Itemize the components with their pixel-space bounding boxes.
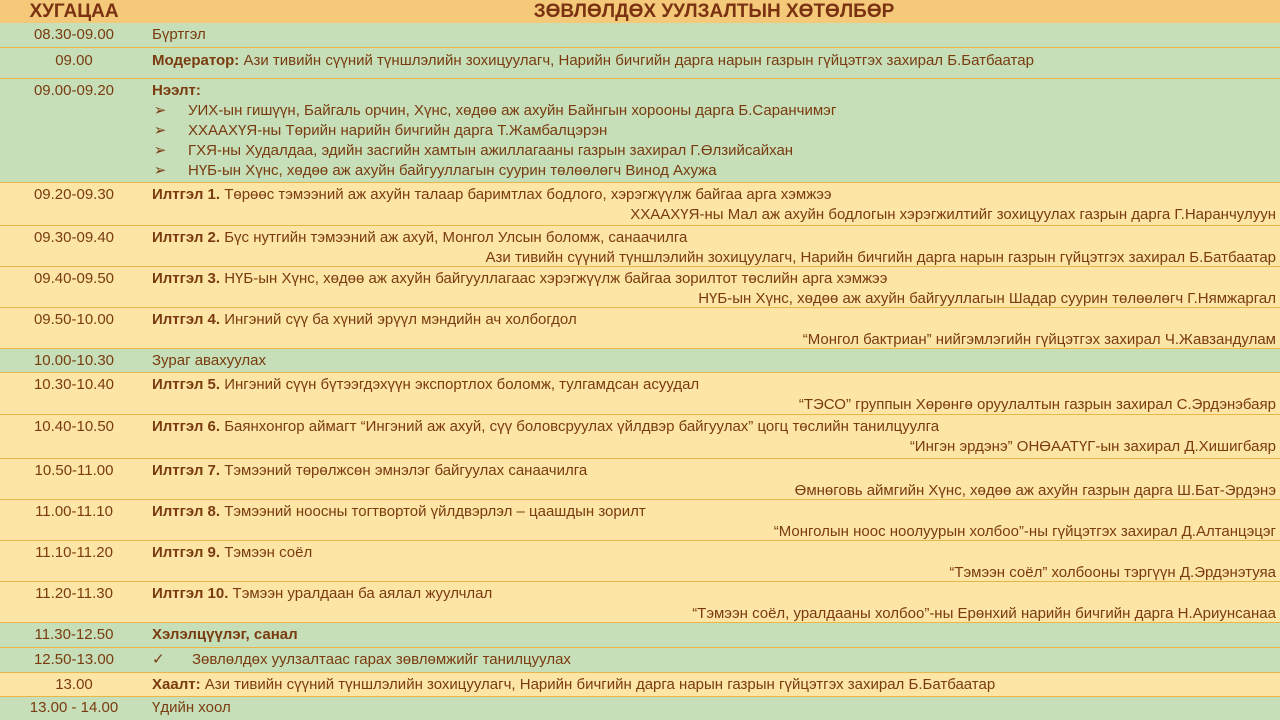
- table-row: [0, 79, 1280, 183]
- row-description: Үдийн хоол: [152, 699, 231, 716]
- row-description: Илтгэл 7. Тэмээний төрөлжсөн эмнэлэг байгуулах санаачилга Өмнөговь аймгийн Хүнс, хөдөө аж ахуйн газрын дарга Ш.Бат-Эрдэнэ: [152, 462, 1276, 499]
- row-description: Илтгэл 4. Ингэний сүү ба хүний эрүүл мэндийн ач холбогдол “Монгол бактриан” нийгэмлэгийн гүйцэтгэх захирал Ч.Жавзандулам: [152, 311, 1276, 348]
- agenda-title: ЗӨВЛӨЛДӨХ УУЛЗАЛТЫН ХӨТӨЛБӨР: [533, 1, 895, 22]
- bullet-arrow-icon: ➢: [153, 102, 167, 119]
- table-row: [0, 183, 1280, 226]
- table-row: [0, 308, 1280, 349]
- speaker: НҮБ-ын Хүнс, хөдөө аж ахуйн байгууллагын Шадар суурин төлөөлөгч Г.Нямжаргал: [698, 290, 1276, 307]
- list-item: ➢ НҮБ-ын Хүнс, хөдөө аж ахуйн байгууллагын суурин төлөөлөгч Винод Ахужа: [153, 162, 717, 179]
- table-row: [0, 582, 1280, 623]
- row-time: 10.40-10.50: [33, 418, 115, 435]
- check-icon: ✓: [152, 651, 165, 668]
- row-description: ✓ Зөвлөлдөх уулзалтаас гарах зөвлөмжийг танилцуулах: [152, 651, 571, 668]
- list-item: ➢ ХХААХҮЯ-ны Төрийн нарийн бичгийн дарга Т.Жамбалцэрэн: [153, 122, 608, 139]
- row-time: 12.50-13.00: [33, 651, 115, 668]
- row-description: Зураг авахуулах: [152, 352, 266, 369]
- row-time: 09.40-09.50: [33, 270, 115, 287]
- row-time: 13.00: [55, 676, 93, 693]
- table-row: [0, 23, 1280, 48]
- row-description: Бүртгэл: [152, 26, 206, 43]
- row-time: 11.00-11.10: [35, 503, 113, 520]
- row-description: Нээлт: ➢ УИХ-ын гишүүн, Байгаль орчин, Хүнс, хөдөө аж ахуйн Байнгын хорооны дарга Б.Саранчимэг ➢ ХХААХҮЯ-ны Төрийн нарийн бичгийн дарга Т.Жамбалцэрэн ➢ ГХЯ-ны Худалдаа, эдийн засгийн хамтын ажиллагааны газрын захирал Г.Өлзийсайхан ➢ НҮБ-ын Хүнс, хөдөө аж ахуйн байгууллагын суурин төлөөлөгч Винод Ахужа: [152, 81, 1276, 181]
- speaker: “Монгол бактриан” нийгэмлэгийн гүйцэтгэх захирал Ч.Жавзандулам: [802, 331, 1276, 348]
- opening-speakers-list: [152, 101, 1276, 181]
- table-row: [0, 500, 1280, 541]
- row-time: 13.00 - 14.00: [29, 699, 119, 716]
- row-description: Илтгэл 1. Төрөөс тэмээний аж ахуйн талаар баримтлах бодлого, хэрэгжүүлж байгаа арга хэмжээ ХХААХҮЯ-ны Мал аж ахуйн бодлогын хэрэгжилтийг зохицуулах газрын дарга Г.Наранчулуун: [152, 186, 1276, 223]
- table-row: [0, 673, 1280, 697]
- table-row: [0, 48, 1280, 79]
- row-time: 08.30-09.00: [33, 26, 115, 43]
- table-row: [0, 623, 1280, 648]
- row-description: Илтгэл 5. Ингэний сүүн бүтээгдэхүүн экспортлох боломж, тулгамдсан асуудал “ТЭСО” группын Хөрөнгө оруулалтын газрын захирал С.Эрдэнэбаяр: [152, 376, 1276, 413]
- speaker: “ТЭСО” группын Хөрөнгө оруулалтын газрын захирал С.Эрдэнэбаяр: [798, 396, 1276, 413]
- table-header: [0, 0, 1280, 24]
- speaker: “Ингэн эрдэнэ” ОНӨААТҮГ-ын захирал Д.Хишигбаяр: [909, 438, 1276, 455]
- row-description: Илтгэл 3. НҮБ-ын Хүнс, хөдөө аж ахуйн байгууллагаас хэрэгжүүлж байгаа зорилтот төслийн арга хэмжээ НҮБ-ын Хүнс, хөдөө аж ахуйн байгууллагын Шадар суурин төлөөлөгч Г.Нямжаргал: [152, 270, 1276, 307]
- row-time: 09.00-09.20: [33, 82, 115, 99]
- row-description: Илтгэл 2. Бүс нутгийн тэмээний аж ахуй, Монгол Улсын боломж, санаачилга Ази тивийн сүүний түншлэлийн зохицуулагч, Нарийн бичгийн дарга нарын газрын гүйцэтгэх захирал Б.Батбаатар: [152, 229, 1276, 266]
- table-row: [0, 226, 1280, 267]
- speaker: “Тэмээн соёл” холбооны тэргүүн Д.Эрдэнэтуяа: [949, 564, 1276, 581]
- table-row: [0, 349, 1280, 373]
- row-time: 11.20-11.30: [35, 585, 113, 602]
- table-row: [0, 697, 1280, 720]
- row-time: 09.00: [55, 52, 93, 69]
- row-time: 09.30-09.40: [33, 229, 115, 246]
- row-time: 11.30-12.50: [34, 626, 114, 643]
- table-row: [0, 415, 1280, 459]
- table-row: [0, 541, 1280, 582]
- table-row: [0, 267, 1280, 308]
- row-description: Хэлэлцүүлэг, санал: [152, 626, 298, 643]
- speaker: “Тэмээн соёл, уралдааны холбоо”-ны Ерөнхий нарийн бичгийн дарга Н.Ариунсанаа: [692, 605, 1276, 622]
- speaker: Өмнөговь аймгийн Хүнс, хөдөө аж ахуйн газрын дарга Ш.Бат-Эрдэнэ: [794, 482, 1276, 499]
- row-description: Илтгэл 9. Тэмээн соёл “Тэмээн соёл” холбооны тэргүүн Д.Эрдэнэтуяа: [152, 544, 1276, 581]
- row-description: Хаалт: Ази тивийн сүүний түншлэлийн зохицуулагч, Нарийн бичгийн дарга нарын газрын гүйцэтгэх захирал Б.Батбаатар: [152, 676, 996, 693]
- list-item: ➢ ГХЯ-ны Худалдаа, эдийн засгийн хамтын ажиллагааны газрын захирал Г.Өлзийсайхан: [153, 142, 794, 159]
- time-column-header: ХУГАЦАА: [29, 1, 119, 22]
- row-time: 10.30-10.40: [33, 376, 115, 393]
- bullet-arrow-icon: ➢: [153, 162, 167, 179]
- row-description: Илтгэл 10. Тэмээн уралдаан ба аялал жуулчлал “Тэмээн соёл, уралдааны холбоо”-ны Ерөнхий нарийн бичгийн дарга Н.Ариунсанаа: [152, 585, 1276, 622]
- row-time: 10.00-10.30: [33, 352, 115, 369]
- row-time: 11.10-11.20: [35, 544, 113, 561]
- row-description: Илтгэл 6. Баянхонгор аймагт “Ингэний аж ахуй, сүү боловсруулах үйлдвэр байгуулах” цогц төслийн танилцуулга “Ингэн эрдэнэ” ОНӨААТҮГ-ын захирал Д.Хишигбаяр: [152, 418, 1276, 455]
- speaker: “Монголын ноос ноолуурын холбоо”-ны гүйцэтгэх захирал Д.Алтанцэцэг: [773, 523, 1276, 540]
- table-row: [0, 459, 1280, 500]
- bullet-arrow-icon: ➢: [153, 142, 167, 159]
- speaker: ХХААХҮЯ-ны Мал аж ахуйн бодлогын хэрэгжилтийг зохицуулах газрын дарга Г.Наранчулуун: [630, 206, 1276, 223]
- row-time: 09.50-10.00: [33, 311, 115, 328]
- table-row: [0, 648, 1280, 673]
- speaker: Ази тивийн сүүний түншлэлийн зохицуулагч, Нарийн бичгийн дарга нарын газрын гүйцэтгэх захирал Б.Батбаатар: [485, 249, 1276, 266]
- row-time: 09.20-09.30: [33, 186, 115, 203]
- table-row: [0, 373, 1280, 415]
- row-description: Модератор: Ази тивийн сүүний түншлэлийн зохицуулагч, Нарийн бичгийн дарга нарын газрын гүйцэтгэх захирал Б.Батбаатар: [152, 52, 1034, 69]
- bullet-arrow-icon: ➢: [153, 122, 167, 139]
- row-description: Илтгэл 8. Тэмээний ноосны тогтвортой үйлдвэрлэл – цаашдын зорилт “Монголын ноос ноолуурын холбоо”-ны гүйцэтгэх захирал Д.Алтанцэцэг: [152, 503, 1276, 540]
- row-time: 10.50-11.00: [34, 462, 114, 479]
- list-item: ➢ УИХ-ын гишүүн, Байгаль орчин, Хүнс, хөдөө аж ахуйн Байнгын хорооны дарга Б.Саранчимэг: [153, 102, 837, 119]
